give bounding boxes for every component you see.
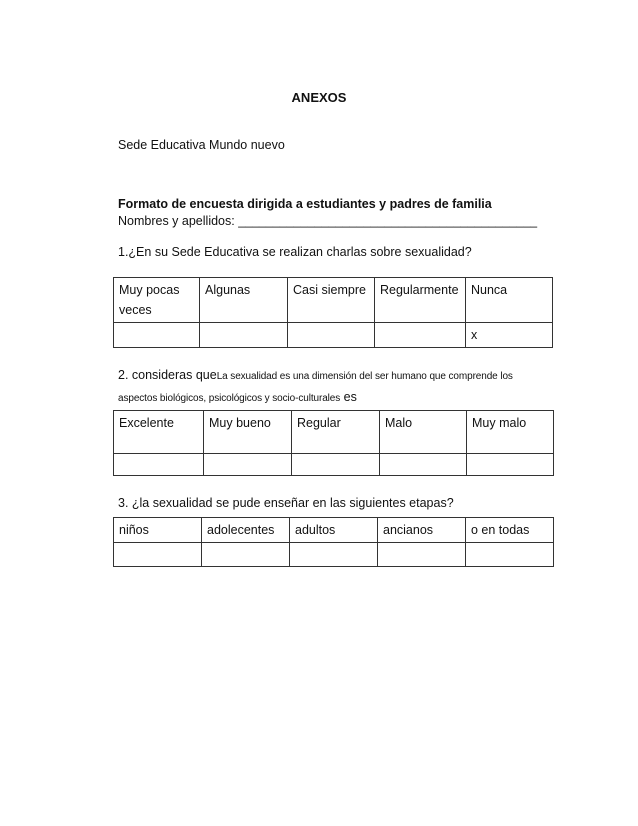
- answer-row: [114, 454, 554, 476]
- option-cell: niños: [114, 518, 202, 543]
- answer-cell[interactable]: [200, 323, 288, 348]
- option-cell: Casi siempre: [288, 278, 375, 323]
- answer-cell[interactable]: [288, 323, 375, 348]
- table-header-row: [114, 278, 553, 323]
- question-2-prefix: 2. consideras que: [118, 368, 217, 382]
- option-cell: Muy malo: [467, 411, 554, 454]
- question-2-line-2: [118, 390, 357, 404]
- option-cell: Regularmente: [375, 278, 466, 323]
- answer-cell[interactable]: [114, 543, 202, 567]
- question-3: 3. ¿la sexualidad se pude enseñar en las siguientes etapas?: [118, 496, 454, 510]
- answer-cell[interactable]: [290, 543, 378, 567]
- answer-cell[interactable]: [114, 323, 200, 348]
- question-2-statement-b: aspectos biológicos, psicológicos y socio-culturales: [118, 393, 341, 404]
- answer-cell[interactable]: [375, 323, 466, 348]
- answer-cell[interactable]: [114, 454, 204, 476]
- option-cell: Algunas: [200, 278, 288, 323]
- answer-cell[interactable]: [202, 543, 290, 567]
- form-title: Formato de encuesta dirigida a estudiantes y padres de familia: [118, 197, 492, 211]
- option-cell: ancianos: [378, 518, 466, 543]
- table-header-row: [114, 411, 554, 454]
- question-2-statement-a: La sexualidad es una dimensión del ser humano que comprende los: [216, 371, 513, 382]
- question-2-suffix: es: [340, 390, 357, 404]
- answer-cell[interactable]: x: [466, 323, 553, 348]
- table-header-row: [114, 518, 554, 543]
- question-2: [118, 368, 513, 382]
- page-title: ANEXOS: [291, 90, 347, 105]
- option-cell: Muy bueno: [204, 411, 292, 454]
- option-cell: Excelente: [114, 411, 204, 454]
- answer-cell[interactable]: [467, 454, 554, 476]
- option-cell: o en todas: [466, 518, 554, 543]
- answer-cell[interactable]: [466, 543, 554, 567]
- answer-row: [114, 543, 554, 567]
- names-field-label: Nombres y apellidos: ___________________________________________: [118, 214, 538, 228]
- option-cell: Malo: [380, 411, 467, 454]
- answer-cell[interactable]: [380, 454, 467, 476]
- option-cell: adultos: [290, 518, 378, 543]
- answer-row: [114, 323, 553, 348]
- question-2-table: [113, 410, 554, 476]
- option-cell: adolecentes: [202, 518, 290, 543]
- option-cell: Muy pocas veces: [114, 278, 200, 323]
- question-1-table: [113, 277, 553, 348]
- answer-cell[interactable]: [204, 454, 292, 476]
- answer-cell[interactable]: [378, 543, 466, 567]
- option-cell: Regular: [292, 411, 380, 454]
- question-3-table: [113, 517, 554, 567]
- option-cell: Nunca: [466, 278, 553, 323]
- answer-cell[interactable]: [292, 454, 380, 476]
- school-name: Sede Educativa Mundo nuevo: [118, 138, 285, 152]
- question-1: 1.¿En su Sede Educativa se realizan charlas sobre sexualidad?: [118, 245, 472, 259]
